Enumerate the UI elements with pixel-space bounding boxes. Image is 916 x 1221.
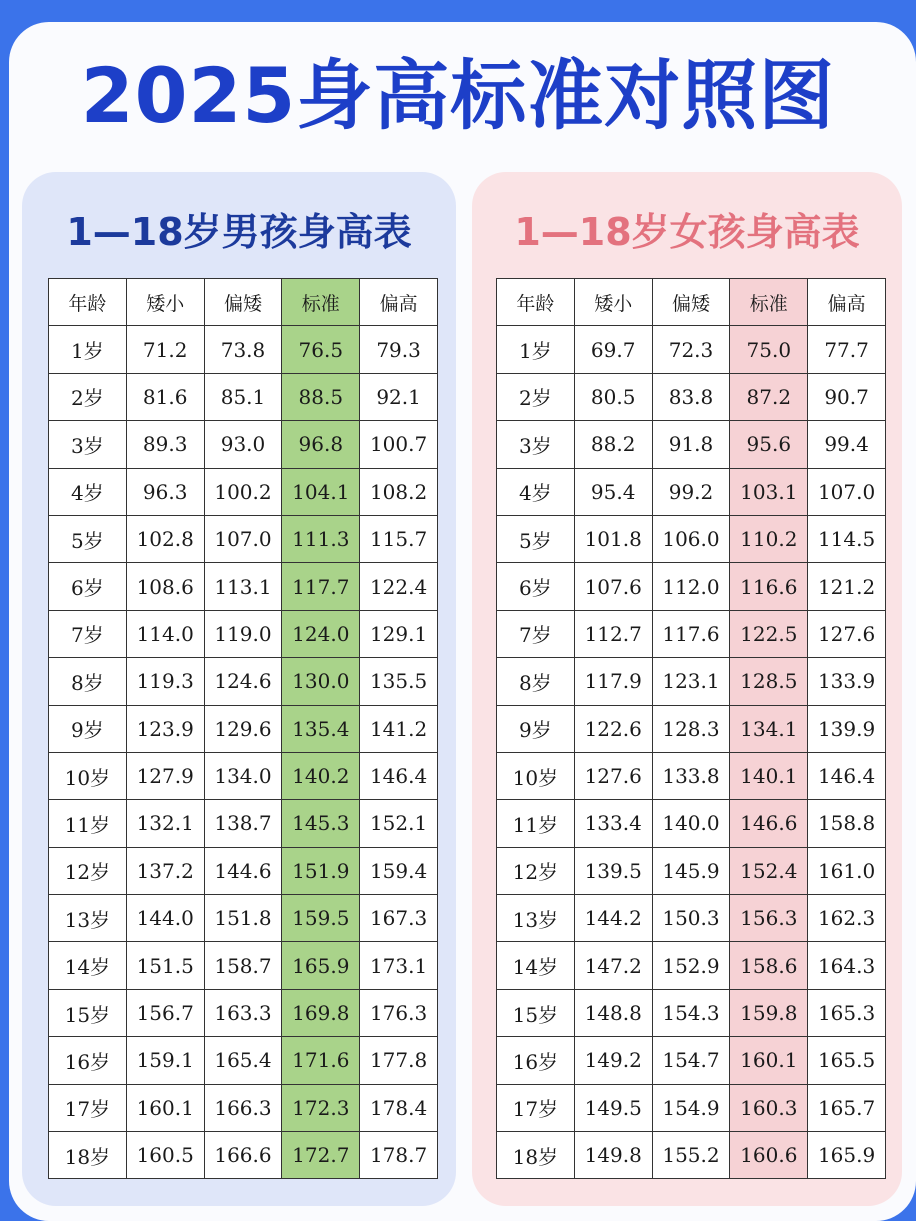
standard-cell: 110.2	[730, 515, 808, 562]
boys-table-title: 1—18岁男孩身高表	[66, 210, 412, 254]
short-cell: 163.3	[204, 989, 282, 1036]
table-row	[497, 847, 886, 894]
table-row	[497, 421, 886, 468]
standard-cell: 103.1	[730, 468, 808, 515]
age-cell: 14岁	[49, 942, 127, 989]
age-cell: 3岁	[49, 421, 127, 468]
table-row	[497, 989, 886, 1036]
very-short-cell: 149.5	[574, 1084, 652, 1131]
age-cell: 16岁	[497, 1037, 575, 1084]
table-row	[49, 1084, 438, 1131]
short-cell: 152.9	[652, 942, 730, 989]
age-cell: 2岁	[49, 373, 127, 420]
short-cell: 155.2	[652, 1132, 730, 1179]
table-row	[49, 895, 438, 942]
tall-cell: 122.4	[360, 563, 438, 610]
age-cell: 15岁	[49, 989, 127, 1036]
very-short-cell: 101.8	[574, 515, 652, 562]
standard-cell: 76.5	[282, 326, 360, 373]
very-short-cell: 149.2	[574, 1037, 652, 1084]
tall-cell: 107.0	[808, 468, 886, 515]
age-cell: 4岁	[497, 468, 575, 515]
age-cell: 4岁	[49, 468, 127, 515]
standard-cell: 116.6	[730, 563, 808, 610]
tall-cell: 164.3	[808, 942, 886, 989]
age-cell: 10岁	[49, 752, 127, 799]
age-cell: 12岁	[49, 847, 127, 894]
standard-cell: 145.3	[282, 800, 360, 847]
age-cell: 6岁	[497, 563, 575, 610]
tall-cell: 146.4	[360, 752, 438, 799]
short-cell: 107.0	[204, 515, 282, 562]
very-short-cell: 127.6	[574, 752, 652, 799]
table-row	[49, 800, 438, 847]
standard-cell: 95.6	[730, 421, 808, 468]
age-cell: 8岁	[497, 658, 575, 705]
tall-cell: 135.5	[360, 658, 438, 705]
table-row	[49, 515, 438, 562]
column-header-age: 年龄	[49, 279, 127, 326]
standard-cell: 160.1	[730, 1037, 808, 1084]
standard-cell: 130.0	[282, 658, 360, 705]
standard-cell: 128.5	[730, 658, 808, 705]
very-short-cell: 112.7	[574, 610, 652, 657]
age-cell: 18岁	[497, 1132, 575, 1179]
table-row	[49, 658, 438, 705]
standard-cell: 146.6	[730, 800, 808, 847]
table-row	[49, 752, 438, 799]
girls-height-table	[496, 278, 886, 1179]
table-row	[497, 563, 886, 610]
tall-cell: 178.4	[360, 1084, 438, 1131]
age-cell: 2岁	[497, 373, 575, 420]
standard-cell: 111.3	[282, 515, 360, 562]
age-cell: 18岁	[49, 1132, 127, 1179]
very-short-cell: 160.1	[126, 1084, 204, 1131]
age-cell: 5岁	[49, 515, 127, 562]
table-row	[497, 752, 886, 799]
short-cell: 150.3	[652, 895, 730, 942]
standard-cell: 152.4	[730, 847, 808, 894]
standard-cell: 134.1	[730, 705, 808, 752]
tall-cell: 141.2	[360, 705, 438, 752]
short-cell: 145.9	[652, 847, 730, 894]
age-cell: 7岁	[497, 610, 575, 657]
very-short-cell: 95.4	[574, 468, 652, 515]
table-row	[49, 942, 438, 989]
short-cell: 158.7	[204, 942, 282, 989]
tall-cell: 100.7	[360, 421, 438, 468]
short-cell: 100.2	[204, 468, 282, 515]
age-cell: 17岁	[49, 1084, 127, 1131]
age-cell: 12岁	[497, 847, 575, 894]
table-row	[497, 800, 886, 847]
age-cell: 8岁	[49, 658, 127, 705]
girls-table-title: 1—18岁女孩身高表	[514, 210, 860, 254]
age-cell: 13岁	[49, 895, 127, 942]
table-row	[497, 658, 886, 705]
age-cell: 14岁	[497, 942, 575, 989]
tall-cell: 121.2	[808, 563, 886, 610]
short-cell: 138.7	[204, 800, 282, 847]
tall-cell: 165.7	[808, 1084, 886, 1131]
table-row	[49, 326, 438, 373]
table-row	[497, 468, 886, 515]
standard-cell: 104.1	[282, 468, 360, 515]
table-row	[49, 421, 438, 468]
age-cell: 9岁	[49, 705, 127, 752]
standard-cell: 165.9	[282, 942, 360, 989]
standard-cell: 159.8	[730, 989, 808, 1036]
age-cell: 15岁	[497, 989, 575, 1036]
very-short-cell: 137.2	[126, 847, 204, 894]
very-short-cell: 80.5	[574, 373, 652, 420]
standard-cell: 172.7	[282, 1132, 360, 1179]
tall-cell: 139.9	[808, 705, 886, 752]
very-short-cell: 151.5	[126, 942, 204, 989]
tall-cell: 99.4	[808, 421, 886, 468]
tall-cell: 162.3	[808, 895, 886, 942]
tall-cell: 165.9	[808, 1132, 886, 1179]
age-cell: 9岁	[497, 705, 575, 752]
very-short-cell: 108.6	[126, 563, 204, 610]
short-cell: 133.8	[652, 752, 730, 799]
very-short-cell: 147.2	[574, 942, 652, 989]
tall-cell: 159.4	[360, 847, 438, 894]
short-cell: 99.2	[652, 468, 730, 515]
short-cell: 106.0	[652, 515, 730, 562]
standard-cell: 151.9	[282, 847, 360, 894]
tall-cell: 92.1	[360, 373, 438, 420]
short-cell: 124.6	[204, 658, 282, 705]
table-row	[49, 989, 438, 1036]
short-cell: 72.3	[652, 326, 730, 373]
very-short-cell: 159.1	[126, 1037, 204, 1084]
page-title: 2025身高标准对照图	[80, 51, 836, 140]
table-row	[49, 468, 438, 515]
tall-cell: 77.7	[808, 326, 886, 373]
tall-cell: 79.3	[360, 326, 438, 373]
short-cell: 123.1	[652, 658, 730, 705]
column-header-short: 偏矮	[204, 279, 282, 326]
tall-cell: 133.9	[808, 658, 886, 705]
table-row	[49, 563, 438, 610]
short-cell: 129.6	[204, 705, 282, 752]
table-row	[497, 326, 886, 373]
boys-height-table	[48, 278, 438, 1179]
short-cell: 151.8	[204, 895, 282, 942]
tall-cell: 178.7	[360, 1132, 438, 1179]
tall-cell: 158.8	[808, 800, 886, 847]
tall-cell: 90.7	[808, 373, 886, 420]
short-cell: 83.8	[652, 373, 730, 420]
very-short-cell: 122.6	[574, 705, 652, 752]
table-row	[497, 1084, 886, 1131]
age-cell: 3岁	[497, 421, 575, 468]
boys-panel	[22, 172, 456, 1206]
short-cell: 166.3	[204, 1084, 282, 1131]
very-short-cell: 149.8	[574, 1132, 652, 1179]
age-cell: 5岁	[497, 515, 575, 562]
standard-cell: 96.8	[282, 421, 360, 468]
very-short-cell: 132.1	[126, 800, 204, 847]
standard-cell: 135.4	[282, 705, 360, 752]
tall-cell: 115.7	[360, 515, 438, 562]
table-row	[497, 705, 886, 752]
short-cell: 166.6	[204, 1132, 282, 1179]
standard-cell: 140.2	[282, 752, 360, 799]
age-cell: 16岁	[49, 1037, 127, 1084]
age-cell: 17岁	[497, 1084, 575, 1131]
very-short-cell: 127.9	[126, 752, 204, 799]
very-short-cell: 148.8	[574, 989, 652, 1036]
standard-cell: 88.5	[282, 373, 360, 420]
tall-cell: 167.3	[360, 895, 438, 942]
age-cell: 13岁	[497, 895, 575, 942]
standard-cell: 117.7	[282, 563, 360, 610]
column-header-very-short: 矮小	[126, 279, 204, 326]
standard-cell: 169.8	[282, 989, 360, 1036]
short-cell: 144.6	[204, 847, 282, 894]
table-row	[49, 373, 438, 420]
standard-cell: 160.6	[730, 1132, 808, 1179]
very-short-cell: 117.9	[574, 658, 652, 705]
standard-cell: 171.6	[282, 1037, 360, 1084]
very-short-cell: 114.0	[126, 610, 204, 657]
column-header-age: 年龄	[497, 279, 575, 326]
table-header-row	[49, 279, 438, 326]
standard-cell: 122.5	[730, 610, 808, 657]
very-short-cell: 96.3	[126, 468, 204, 515]
column-header-short: 偏矮	[652, 279, 730, 326]
very-short-cell: 102.8	[126, 515, 204, 562]
age-cell: 1岁	[497, 326, 575, 373]
table-row	[497, 895, 886, 942]
table-row	[497, 942, 886, 989]
very-short-cell: 88.2	[574, 421, 652, 468]
table-row	[49, 610, 438, 657]
short-cell: 154.9	[652, 1084, 730, 1131]
table-header-row	[497, 279, 886, 326]
standard-cell: 156.3	[730, 895, 808, 942]
tall-cell: 161.0	[808, 847, 886, 894]
very-short-cell: 144.0	[126, 895, 204, 942]
age-cell: 6岁	[49, 563, 127, 610]
tall-cell: 127.6	[808, 610, 886, 657]
short-cell: 154.7	[652, 1037, 730, 1084]
column-header-standard: 标准	[282, 279, 360, 326]
standard-cell: 172.3	[282, 1084, 360, 1131]
age-cell: 1岁	[49, 326, 127, 373]
table-row	[49, 1037, 438, 1084]
column-header-tall: 偏高	[360, 279, 438, 326]
table-row	[49, 705, 438, 752]
tall-cell: 165.3	[808, 989, 886, 1036]
standard-cell: 159.5	[282, 895, 360, 942]
age-cell: 7岁	[49, 610, 127, 657]
short-cell: 112.0	[652, 563, 730, 610]
age-cell: 11岁	[49, 800, 127, 847]
table-row	[497, 373, 886, 420]
very-short-cell: 89.3	[126, 421, 204, 468]
very-short-cell: 107.6	[574, 563, 652, 610]
very-short-cell: 160.5	[126, 1132, 204, 1179]
table-row	[49, 847, 438, 894]
short-cell: 134.0	[204, 752, 282, 799]
short-cell: 73.8	[204, 326, 282, 373]
column-header-tall: 偏高	[808, 279, 886, 326]
short-cell: 91.8	[652, 421, 730, 468]
short-cell: 154.3	[652, 989, 730, 1036]
column-header-standard: 标准	[730, 279, 808, 326]
column-header-very-short: 矮小	[574, 279, 652, 326]
very-short-cell: 123.9	[126, 705, 204, 752]
tall-cell: 146.4	[808, 752, 886, 799]
age-cell: 11岁	[497, 800, 575, 847]
tall-cell: 176.3	[360, 989, 438, 1036]
girls-panel	[472, 172, 902, 1206]
standard-cell: 160.3	[730, 1084, 808, 1131]
very-short-cell: 144.2	[574, 895, 652, 942]
tall-cell: 177.8	[360, 1037, 438, 1084]
very-short-cell: 139.5	[574, 847, 652, 894]
short-cell: 128.3	[652, 705, 730, 752]
standard-cell: 75.0	[730, 326, 808, 373]
short-cell: 85.1	[204, 373, 282, 420]
standard-cell: 124.0	[282, 610, 360, 657]
short-cell: 93.0	[204, 421, 282, 468]
table-row	[497, 1037, 886, 1084]
table-row	[497, 515, 886, 562]
tall-cell: 152.1	[360, 800, 438, 847]
age-cell: 10岁	[497, 752, 575, 799]
short-cell: 119.0	[204, 610, 282, 657]
short-cell: 113.1	[204, 563, 282, 610]
table-row	[49, 1132, 438, 1179]
tall-cell: 129.1	[360, 610, 438, 657]
very-short-cell: 81.6	[126, 373, 204, 420]
very-short-cell: 69.7	[574, 326, 652, 373]
standard-cell: 140.1	[730, 752, 808, 799]
very-short-cell: 133.4	[574, 800, 652, 847]
short-cell: 117.6	[652, 610, 730, 657]
tall-cell: 108.2	[360, 468, 438, 515]
very-short-cell: 156.7	[126, 989, 204, 1036]
very-short-cell: 119.3	[126, 658, 204, 705]
tall-cell: 114.5	[808, 515, 886, 562]
short-cell: 140.0	[652, 800, 730, 847]
standard-cell: 158.6	[730, 942, 808, 989]
very-short-cell: 71.2	[126, 326, 204, 373]
table-row	[497, 610, 886, 657]
standard-cell: 87.2	[730, 373, 808, 420]
tall-cell: 173.1	[360, 942, 438, 989]
tall-cell: 165.5	[808, 1037, 886, 1084]
table-row	[497, 1132, 886, 1179]
short-cell: 165.4	[204, 1037, 282, 1084]
